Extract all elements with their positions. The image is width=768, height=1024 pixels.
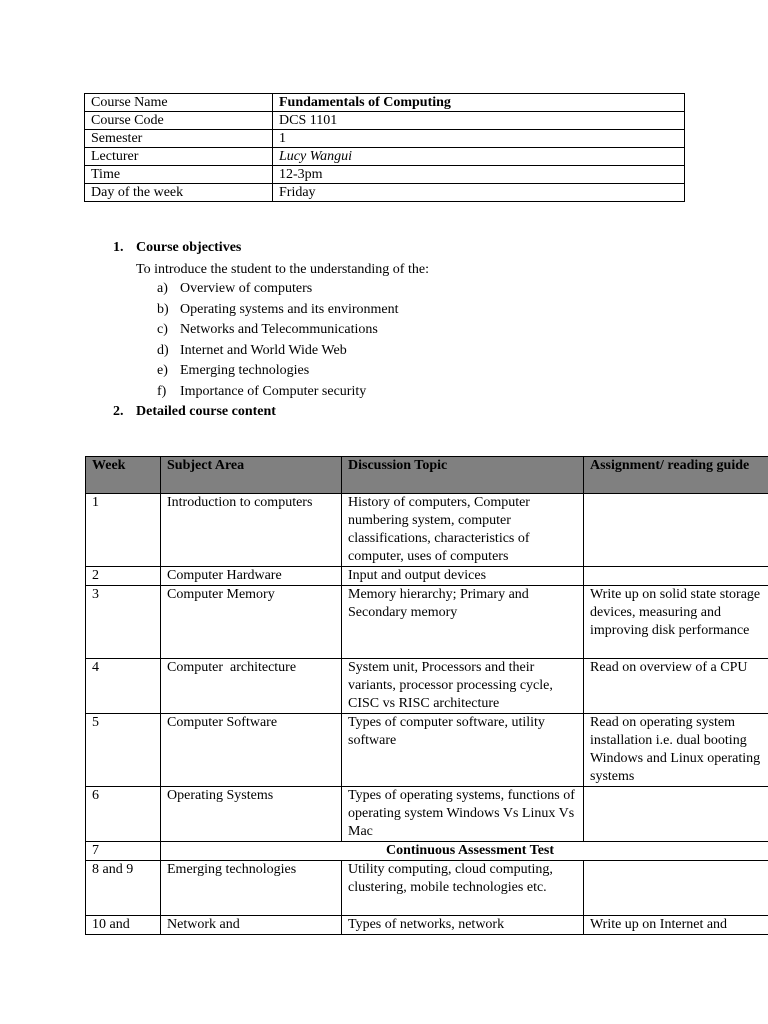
section-title: Detailed course content (136, 404, 276, 419)
table-row (86, 586, 768, 659)
assignment-cell (584, 787, 768, 842)
list-text: Operating systems and its environment (180, 301, 399, 317)
table-row (86, 714, 768, 787)
list-text: Internet and World Wide Web (180, 342, 347, 358)
objectives-intro: To introduce the student to the understanding of the: (136, 262, 429, 277)
table-row (85, 112, 685, 130)
assignment-cell: Read on overview of a CPU (584, 659, 768, 714)
column-header: Week (86, 457, 161, 494)
week-cell: 4 (86, 659, 161, 714)
info-label: Day of the week (85, 184, 273, 202)
topic-cell: Types of operating systems, functions of operating system Windows Vs Linux Vs Mac (342, 787, 584, 842)
info-label: Lecturer (85, 148, 273, 166)
course-name-value: Fundamentals of Computing (273, 94, 685, 112)
column-header: Subject Area (161, 457, 342, 494)
subject-cell: Computer Software (161, 714, 342, 787)
list-letter: e) (157, 363, 168, 378)
topic-cell: Memory hierarchy; Primary and Secondary memory (342, 586, 584, 659)
subject-cell: Computer Hardware (161, 567, 342, 586)
assignment-cell (584, 567, 768, 586)
topic-cell: Input and output devices (342, 567, 584, 586)
assignment-cell: Write up on solid state storage devices, measuring and improving disk performance (584, 586, 768, 659)
column-header: Assignment/ reading guide (584, 457, 768, 494)
time-value: 12-3pm (273, 166, 685, 184)
course-content-table (85, 456, 768, 935)
list-text: Emerging technologies (180, 363, 310, 378)
list-letter: b) (157, 301, 169, 317)
topic-cell: History of computers, Computer numbering system, computer classifications, characteristics of computer, uses of computers (342, 494, 584, 567)
assignment-cell: Read on operating system installation i.e. dual booting Windows and Linux operating systems (584, 714, 768, 787)
list-text: Networks and Telecommunications (180, 322, 378, 337)
course-code-value: DCS 1101 (273, 112, 685, 130)
lecturer-value: Lucy Wangui (273, 148, 685, 166)
table-row (86, 842, 768, 861)
info-label: Course Name (85, 94, 273, 112)
table-row (86, 659, 768, 714)
section-number: 2. (113, 404, 124, 419)
section-number: 1. (113, 240, 124, 255)
assignment-cell (584, 494, 768, 567)
table-row (85, 148, 685, 166)
subject-cell: Emerging technologies (161, 861, 342, 916)
topic-cell: System unit, Processors and their variants, processor processing cycle, CISC vs RISC architecture (342, 659, 584, 714)
topic-cell: Types of networks, network (342, 916, 584, 935)
table-row (86, 916, 768, 935)
table-row (86, 787, 768, 842)
cat-cell: Continuous Assessment Test (161, 842, 768, 861)
assignment-cell (584, 861, 768, 916)
list-letter: f) (157, 383, 167, 399)
topic-cell: Types of computer software, utility software (342, 714, 584, 787)
table-row (85, 184, 685, 202)
section-title: Course objectives (136, 240, 242, 255)
assignment-cell: Write up on Internet and (584, 916, 768, 935)
table-row (86, 861, 768, 916)
list-text: Overview of computers (180, 281, 313, 296)
list-letter: d) (157, 342, 169, 358)
list-text: Importance of Computer security (180, 383, 367, 399)
column-header: Discussion Topic (342, 457, 584, 494)
subject-cell: Computer Memory (161, 586, 342, 659)
subject-cell: Operating Systems (161, 787, 342, 842)
list-letter: a) (157, 281, 168, 296)
week-cell: 8 and 9 (86, 861, 161, 916)
week-cell: 6 (86, 787, 161, 842)
course-info-table (84, 93, 685, 202)
table-row (85, 130, 685, 148)
list-letter: c) (157, 322, 168, 337)
topic-cell: Utility computing, cloud computing, clustering, mobile technologies etc. (342, 861, 584, 916)
info-label: Semester (85, 130, 273, 148)
table-header-row (86, 457, 768, 494)
day-value: Friday (273, 184, 685, 202)
semester-value: 1 (273, 130, 685, 148)
table-row (85, 166, 685, 184)
week-cell: 7 (86, 842, 161, 861)
subject-cell: Computer architecture (161, 659, 342, 714)
table-row (85, 94, 685, 112)
week-cell: 2 (86, 567, 161, 586)
subject-cell: Introduction to computers (161, 494, 342, 567)
subject-cell: Network and (161, 916, 342, 935)
table-row (86, 494, 768, 567)
week-cell: 5 (86, 714, 161, 787)
week-cell: 10 and (86, 916, 161, 935)
week-cell: 3 (86, 586, 161, 659)
info-label: Time (85, 166, 273, 184)
week-cell: 1 (86, 494, 161, 567)
info-label: Course Code (85, 112, 273, 130)
table-row (86, 567, 768, 586)
